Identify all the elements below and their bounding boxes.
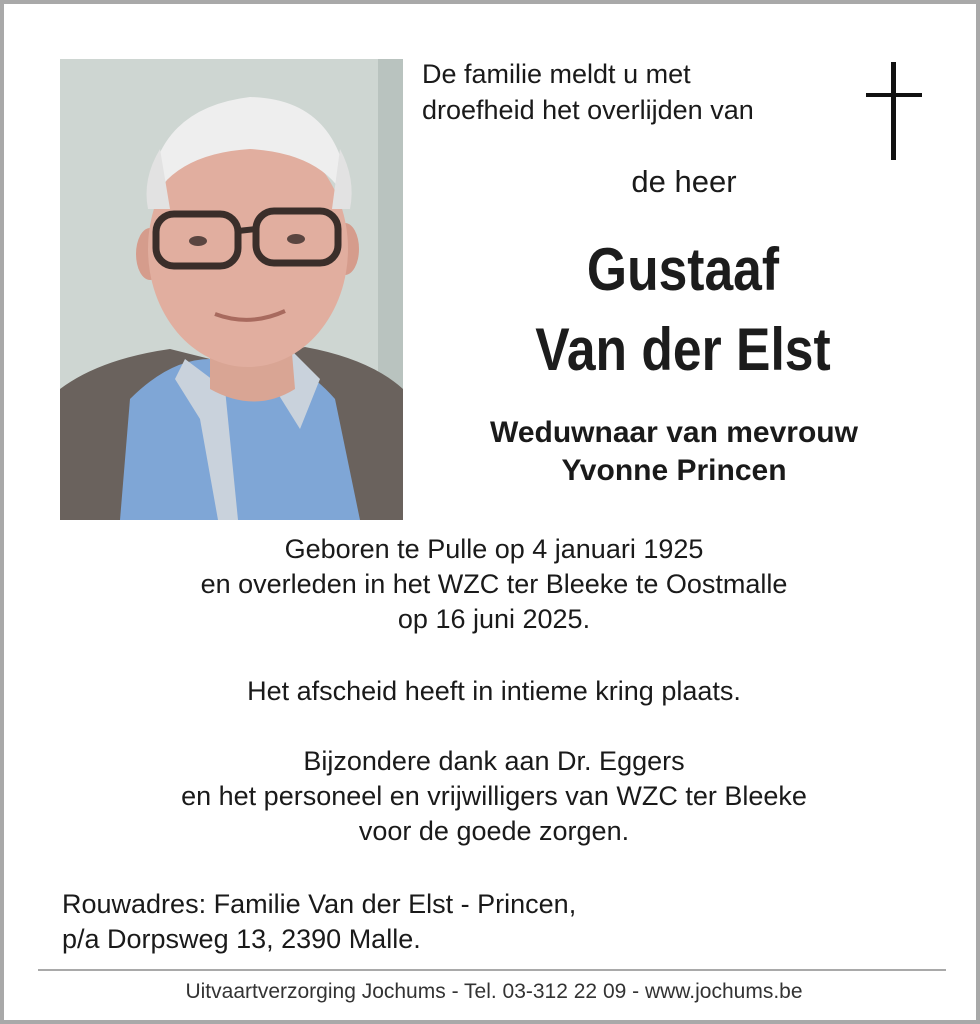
widower-text xyxy=(424,414,924,490)
portrait-illustration xyxy=(60,59,403,520)
footer-divider xyxy=(38,969,946,971)
thanks-line-1: Bijzondere dank aan Dr. Eggers xyxy=(303,746,685,776)
born-line-1: Geboren te Pulle op 4 januari 1925 xyxy=(284,534,704,564)
title-prefix: de heer xyxy=(631,164,737,199)
widower-line-2: Yvonne Princen xyxy=(561,454,787,487)
birth-death-text xyxy=(4,532,980,637)
thanks-line-2: en het personeel en vrijwilligers van WZC ter Bleeke xyxy=(181,781,807,811)
thanks-text xyxy=(4,744,980,849)
deceased-first-name: Gustaaf xyxy=(586,236,780,303)
widower-line-1: Weduwnaar van mevrouw xyxy=(490,416,858,449)
intro-line-1: De familie meldt u met xyxy=(422,59,691,89)
farewell-text: Het afscheid heeft in intieme kring plaats. xyxy=(247,676,741,706)
portrait-photo xyxy=(60,59,403,520)
cross-icon xyxy=(866,62,922,160)
mourning-address xyxy=(62,887,862,957)
funeral-home-footer: Uitvaartverzorging Jochums - Tel. 03-312 22 09 - www.jochums.be xyxy=(185,980,803,1003)
address-line-2: p/a Dorpsweg 13, 2390 Malle. xyxy=(62,924,421,954)
born-line-3: op 16 juni 2025. xyxy=(397,604,591,634)
intro-line-2: droefheid het overlijden van xyxy=(422,95,754,125)
intro-text xyxy=(422,56,842,128)
address-line-1: Rouwadres: Familie Van der Elst - Princen, xyxy=(62,889,577,919)
deceased-last-name: Van der Elst xyxy=(535,316,831,383)
thanks-line-3: voor de goede zorgen. xyxy=(358,816,630,846)
born-line-2: en overleden in het WZC ter Bleeke te Oostmalle xyxy=(200,569,788,599)
